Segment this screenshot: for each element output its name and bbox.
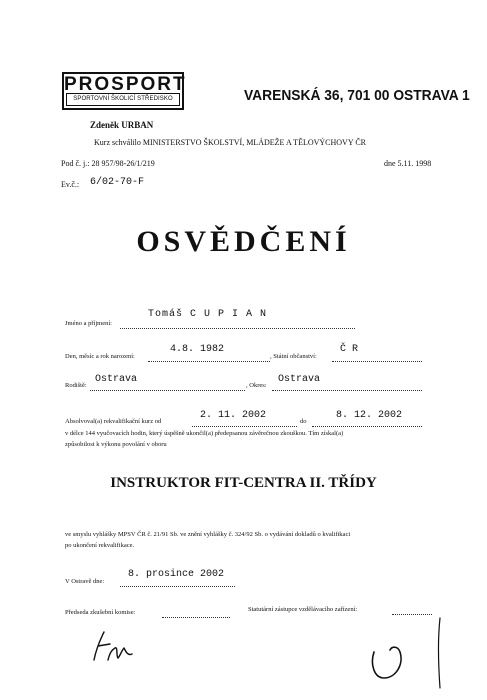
- evidence-label: Ev.č.:: [61, 180, 80, 189]
- course-to-value: 8. 12. 2002: [336, 410, 403, 421]
- prosport-logo: [62, 72, 187, 110]
- place-date-label: V Ostravě dne:: [65, 578, 105, 585]
- approval-line: Kurz schválilo MINISTERSTVO ŠKOLSTVÍ, MLÁDEŽE A TĚLOVÝCHOVY ČR: [94, 138, 366, 147]
- citizenship-label: , Státní občanství:: [270, 353, 317, 360]
- birthplace-value: Ostrava: [95, 374, 138, 385]
- chairman-signature: [88, 620, 138, 668]
- legal-text-line2: po ukončení rekvalifikace.: [65, 542, 135, 549]
- logo-name: PROSPORT: [64, 74, 187, 95]
- document-title: OSVĚDČENÍ: [136, 225, 351, 258]
- course-text-line1: v délce 144 vyučovacích hodin, který úspěšně ukončil(a) předepsanou závěrečnou zkouškou. Tím získal(a): [65, 430, 344, 437]
- chairman-signature-line: [162, 607, 230, 618]
- header-address: VARENSKÁ 36, 701 00 OSTRAVA 1: [244, 87, 470, 104]
- statutory-signature: [360, 612, 450, 692]
- birthplace-label: Rodiště:: [65, 382, 87, 389]
- district-value: Ostrava: [278, 374, 321, 385]
- birth-value: 4.8. 1982: [170, 344, 225, 355]
- birth-label: Den, měsíc a rok narození:: [65, 353, 135, 360]
- approval-date: dne 5.11. 1998: [384, 159, 432, 168]
- name-label: Jméno a příjmení:: [65, 320, 112, 327]
- chairman-signature-label: Předseda zkušební komise:: [65, 609, 136, 616]
- logo-subtitle: SPORTOVNÍ ŠKOLICÍ STŘEDISKO: [66, 93, 180, 106]
- qualification-title: INSTRUKTOR FIT-CENTRA II. TŘÍDY: [110, 475, 377, 491]
- district-label: , Okres:: [246, 382, 267, 389]
- statutory-signature-label: Statutární zástupce vzdělávacího zařízení:: [248, 606, 358, 613]
- legal-text-line1: ve smyslu vyhlášky MPSV ČR č. 21/91 Sb. ve znění vyhlášky č. 324/92 Sb. o vydávání dokladů o kvalifikaci: [65, 531, 351, 538]
- citizenship-value: Č R: [340, 344, 359, 355]
- reference-number: Pod č. j.: 28 957/98-26/1/219: [61, 159, 155, 168]
- director-name: Zdeněk URBAN: [90, 120, 154, 130]
- name-value: Tomáš C U P I A N: [148, 309, 268, 320]
- place-date-value: 8. prosince 2002: [128, 569, 225, 580]
- course-text-line2: způsobilost k výkonu povolání v oboru: [65, 441, 167, 448]
- course-label: Absolvoval(a) rekvalifikační kurz od: [65, 418, 162, 425]
- evidence-number: 6/02-70-F: [90, 177, 145, 188]
- course-to-label: do: [300, 418, 307, 425]
- course-from-value: 2. 11. 2002: [200, 410, 267, 421]
